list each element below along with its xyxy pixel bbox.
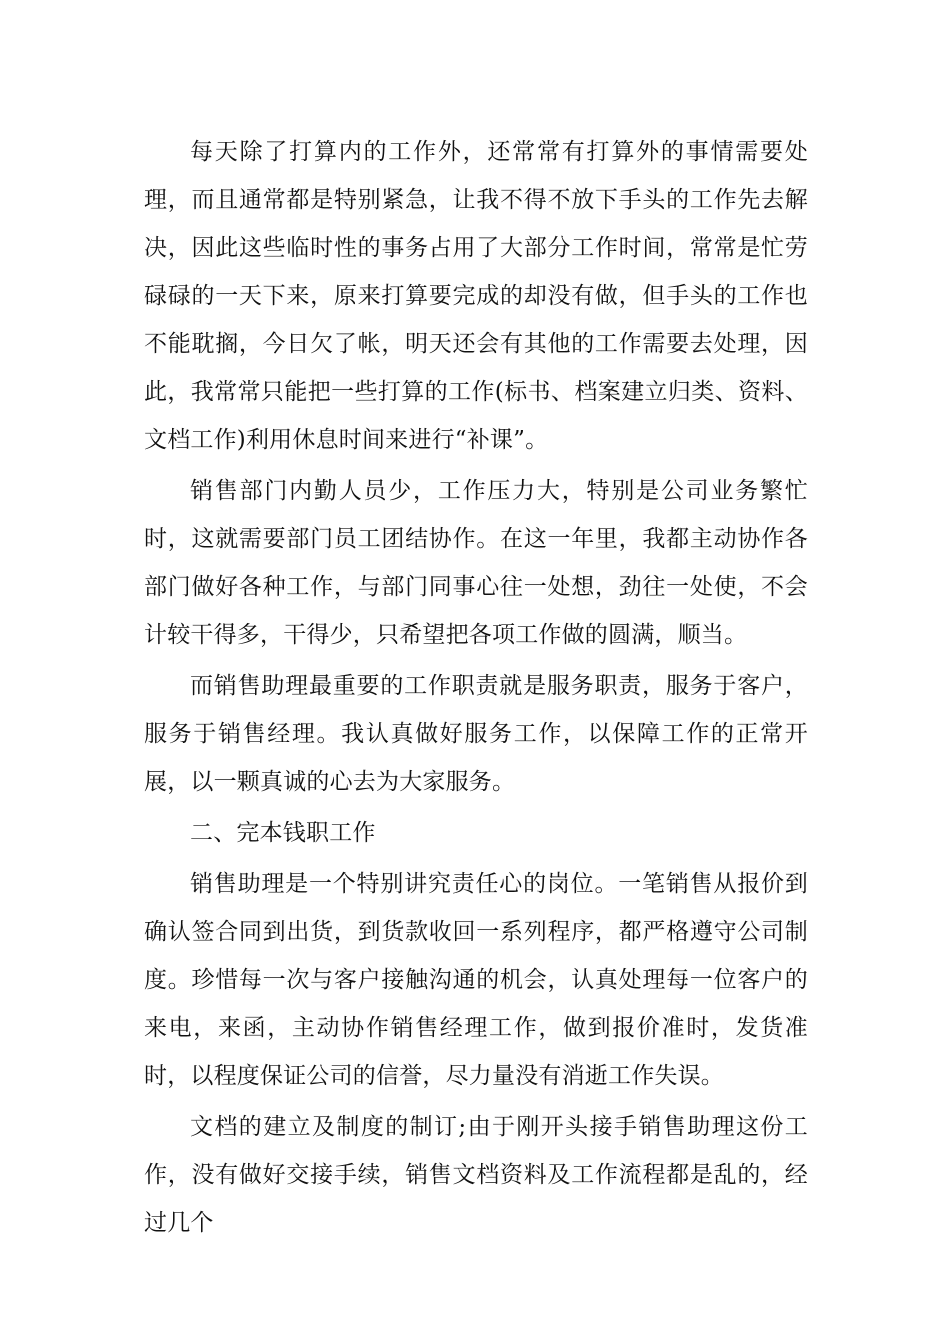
paragraph-teamwork: 销售部门内勤人员少，工作压力大，特别是公司业务繁忙时，这就需要部门员工团结协作。在这一年里，我都主动协作各部门做好各种工作，与部门同事心往一处想，劲往一处使，不会计较干得多，干得少，只希望把各项工作做的圆满，顺当。 (144, 478, 808, 648)
paragraph-documentation: 文档的建立及制度的制订;由于刚开头接手销售助理这份工作，没有做好交接手续，销售文档资料及工作流程都是乱的，经过几个 (144, 1114, 808, 1236)
paragraph-daily-work: 每天除了打算内的工作外，还常常有打算外的事情需要处理，而且通常都是特别紧急，让我不得不放下手头的工作先去解决，因此这些临时性的事务占用了大部分工作时间，常常是忙劳碌碌的一天下来，原来打算要完成的却没有做，但手头的工作也不能耽搁，今日欠了帐，明天还会有其他的工作需要去处理，因此，我常常只能把一些打算的工作(标书、档案建立归类、资料、文档工作)利用休息时间来进行“补课”。 (144, 139, 808, 453)
document-body (144, 128, 808, 1250)
section-heading: 二、完本钱职工作 (190, 820, 376, 846)
paragraph-responsibility: 销售助理是一个特别讲究责任心的岗位。一笔销售从报价到确认签合同到出货，到货款收回一系列程序，都严格遵守公司制度。珍惜每一次与客户接触沟通的机会，认真处理每一位客户的来电，来函，主动协作销售经理工作，做到报价准时，发货准时，以程度保证公司的信誉，尽力量没有消逝工作失误。 (144, 871, 808, 1089)
paragraph-service-duty: 而销售助理最重要的工作职责就是服务职责，服务于客户，服务于销售经理。我认真做好服务工作，以保障工作的正常开展，以一颗真诚的心去为大家服务。 (144, 673, 808, 795)
